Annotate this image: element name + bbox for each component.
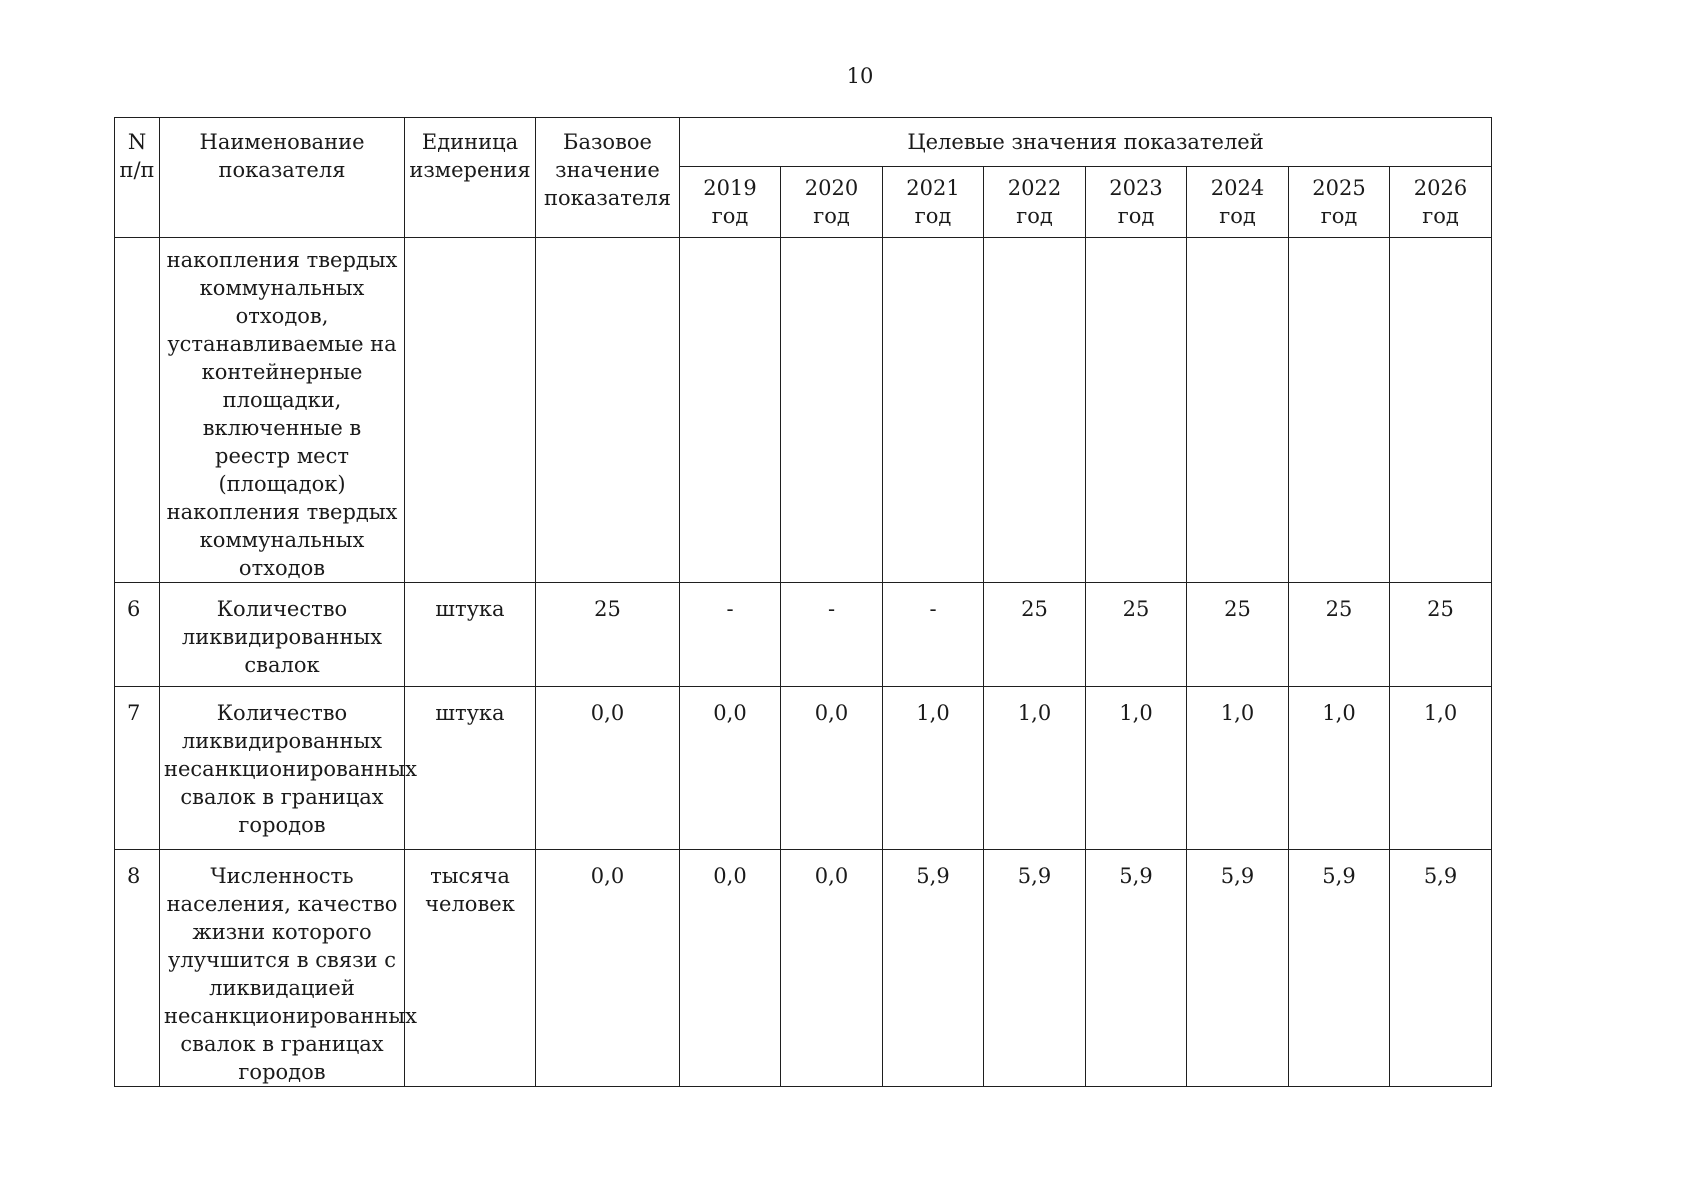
header-year-2019 [680,167,781,238]
row-unit [405,238,536,583]
year-label: 2020 [804,176,859,200]
year-suffix: год [711,204,749,228]
row-value-2024: 25 [1187,583,1289,687]
page-number: 10 [846,64,874,88]
row-value-2021 [883,238,984,583]
row-num: 6 [115,583,160,687]
year-label: 2023 [1109,176,1163,200]
row-value-2019: 0,0 [680,850,781,1087]
table-body [115,238,1492,1087]
row-value-2024: 1,0 [1187,687,1289,850]
year-suffix: год [813,204,850,228]
row-value-2021: 1,0 [883,687,984,850]
row-value-2020 [781,238,883,583]
row-value-2019: 0,0 [680,687,781,850]
row-value-2025: 5,9 [1289,850,1390,1087]
row-name: Количество ликвидированных свалок [160,583,405,687]
row-value-2025: 25 [1289,583,1390,687]
row-name: Численность населения, качество жизни которого улучшится в связи с ликвидацией несанкционированных свалок в границах городов [160,850,405,1087]
header-year-2025 [1289,167,1390,238]
row-value-2025: 1,0 [1289,687,1390,850]
year-label: 2024 [1210,176,1265,200]
row-value-2019 [680,238,781,583]
row-base [536,238,680,583]
year-label: 2021 [906,176,960,200]
row-unit: штука [405,687,536,850]
header-name: Наименование показателя [160,118,405,238]
header-unit: Единица измерения [405,118,536,238]
header-year-2020 [781,167,883,238]
row-value-2026: 1,0 [1390,687,1492,850]
row-value-2021: - [883,583,984,687]
header-year-2021 [883,167,984,238]
table-row [115,238,1492,583]
row-name: накопления твердых коммунальных отходов, устанавливаемые на контейнерные площадки, включенные в реестр мест (площадок) накопления твердых коммунальных отходов [160,238,405,583]
header-year-2026 [1390,167,1492,238]
row-value-2020: - [781,583,883,687]
header-target: Целевые значения показателей [680,118,1492,167]
header-num: N п/п [115,118,160,238]
row-unit: штука [405,583,536,687]
header-year-2024 [1187,167,1289,238]
year-label: 2026 [1413,176,1468,200]
row-value-2022 [984,238,1086,583]
year-suffix: год [1219,204,1256,228]
header-year-2022 [984,167,1086,238]
year-label: 2022 [1007,176,1062,200]
row-value-2022: 5,9 [984,850,1086,1087]
year-label: 2019 [703,176,757,200]
row-value-2024: 5,9 [1187,850,1289,1087]
row-num: 8 [115,850,160,1087]
year-suffix: год [1422,204,1459,228]
year-suffix: год [1117,204,1155,228]
table-row [115,850,1492,1087]
table-row [115,583,1492,687]
row-value-2020: 0,0 [781,687,883,850]
row-value-2020: 0,0 [781,850,883,1087]
year-label: 2025 [1312,176,1366,200]
row-value-2021: 5,9 [883,850,984,1087]
row-unit: тысяча человек [405,850,536,1087]
row-value-2023: 25 [1086,583,1187,687]
row-num [115,238,160,583]
row-base: 0,0 [536,850,680,1087]
row-value-2019: - [680,583,781,687]
header-year-2023 [1086,167,1187,238]
year-suffix: год [914,204,952,228]
row-value-2026 [1390,238,1492,583]
year-suffix: год [1016,204,1053,228]
row-base: 25 [536,583,680,687]
row-value-2026: 25 [1390,583,1492,687]
row-value-2026: 5,9 [1390,850,1492,1087]
row-value-2023: 5,9 [1086,850,1187,1087]
row-name: Количество ликвидированных несанкционированных свалок в границах городов [160,687,405,850]
indicators-table [114,117,1492,1087]
table-header [115,118,1492,238]
row-value-2022: 25 [984,583,1086,687]
row-value-2022: 1,0 [984,687,1086,850]
row-value-2024 [1187,238,1289,583]
row-num: 7 [115,687,160,850]
header-base: Базовое значение показателя [536,118,680,238]
row-value-2023 [1086,238,1187,583]
table-row [115,687,1492,850]
row-value-2023: 1,0 [1086,687,1187,850]
year-suffix: год [1320,204,1358,228]
row-value-2025 [1289,238,1390,583]
row-base: 0,0 [536,687,680,850]
